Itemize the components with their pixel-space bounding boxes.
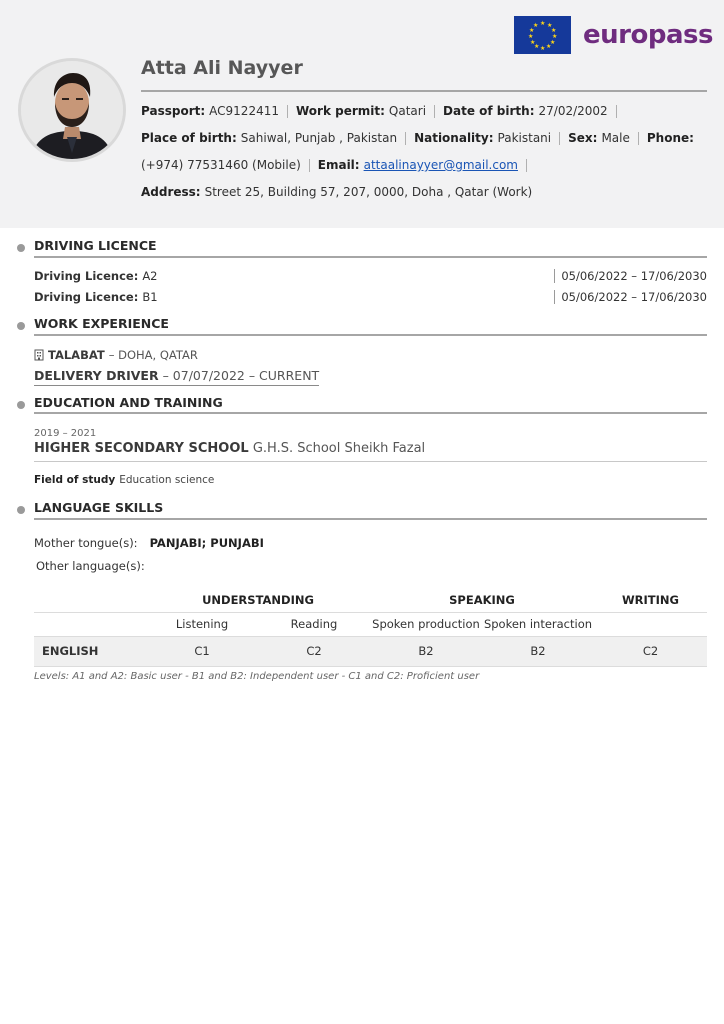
table-row: [34, 636, 707, 666]
header-writing: WRITING: [594, 588, 707, 612]
driving-licence-dates: [554, 269, 707, 283]
work-permit-value: Qatari: [388, 104, 427, 118]
separator: [434, 105, 435, 118]
section-title-languages: LANGUAGE SKILLS: [34, 500, 164, 515]
pob-label: Place of birth:: [141, 131, 237, 145]
header-speaking: SPEAKING: [370, 588, 594, 612]
institution: G.H.S. School Sheikh Fazal: [252, 441, 426, 456]
education-divider: [34, 461, 707, 462]
header: [0, 0, 724, 228]
job-dates: – 07/07/2022 – CURRENT: [162, 368, 320, 383]
driving-licence-dates-text: 05/06/2022 – 17/06/2030: [561, 269, 707, 283]
driving-licence-row: [34, 290, 707, 304]
section-bullet: [17, 322, 25, 330]
phone-value: (+974) 77531460 (Mobile): [141, 158, 301, 172]
separator: [638, 132, 639, 145]
subheader-reading: Reading: [258, 612, 370, 636]
section-divider: [34, 518, 707, 520]
language-table-subheader: [34, 612, 707, 636]
driving-licence-dates: [554, 290, 707, 304]
driving-licence-label: Driving Licence:: [34, 290, 139, 304]
reading-level: C2: [258, 636, 370, 666]
employer-line: [34, 348, 198, 362]
eu-flag-icon: ★ ★ ★ ★ ★ ★ ★ ★ ★ ★ ★ ★: [514, 16, 571, 54]
subheader-spoken-production: Spoken production: [370, 612, 482, 636]
profile-photo: [18, 58, 126, 162]
writing-level: C2: [594, 636, 707, 666]
section-divider: [34, 334, 707, 336]
nationality-value: Pakistani: [497, 131, 552, 145]
passport-value: AC9122411: [209, 104, 279, 118]
section-title-driving: DRIVING LICENCE: [34, 238, 157, 253]
other-languages-label: Other language(s):: [36, 559, 145, 573]
phone-label: Phone:: [646, 131, 694, 145]
sex-value: Male: [601, 131, 630, 145]
qualification: HIGHER SECONDARY SCHOOL: [34, 441, 249, 456]
employer-name: TALABAT: [48, 348, 105, 362]
person-photo-icon: [21, 61, 123, 159]
email-link[interactable]: attaalinayyer@gmail.com: [363, 158, 518, 172]
driving-licence-value: A2: [142, 269, 158, 283]
driving-licence-label: Driving Licence:: [34, 269, 139, 283]
address-value: Street 25, Building 57, 207, 0000, Doha , Qatar (Work): [204, 185, 533, 199]
separator: [309, 159, 310, 172]
subheader-spoken-interaction: Spoken interaction: [482, 612, 594, 636]
name-divider: [141, 90, 707, 92]
spoken-production-level: B2: [370, 636, 482, 666]
job-title: DELIVERY DRIVER: [34, 368, 159, 383]
sex-label: Sex:: [568, 131, 598, 145]
mother-tongue-label: Mother tongue(s):: [34, 536, 138, 550]
empty-cell: [34, 588, 146, 612]
personal-info-line-2: [141, 131, 698, 145]
section-divider: [34, 256, 707, 258]
building-icon: [34, 349, 44, 361]
levels-legend: Levels: A1 and A2: Basic user - B1 and B2: Independent user - C1 and C2: Proficient user: [34, 671, 480, 682]
education-dates: 2019 – 2021: [34, 428, 97, 439]
education-line: [34, 441, 425, 456]
separator: [616, 105, 617, 118]
driving-licence-row: [34, 269, 707, 283]
driving-licence-dates-text: 05/06/2022 – 17/06/2030: [561, 290, 707, 304]
personal-info-line-1: [141, 104, 625, 118]
personal-info-line-4: [141, 185, 532, 199]
section-divider: [34, 412, 707, 414]
pob-value: Sahiwal, Punjab , Pakistan: [240, 131, 398, 145]
subheader-listening: Listening: [146, 612, 258, 636]
listening-level: C1: [146, 636, 258, 666]
header-understanding: UNDERSTANDING: [146, 588, 370, 612]
logo-text: europass: [583, 20, 713, 50]
language-name: ENGLISH: [34, 636, 146, 666]
separator: [526, 159, 527, 172]
language-table-header: [34, 588, 707, 612]
section-title-education: EDUCATION AND TRAINING: [34, 395, 223, 410]
separator: [287, 105, 288, 118]
separator: [559, 132, 560, 145]
address-label: Address:: [141, 185, 201, 199]
mother-tongue-line: [34, 536, 264, 550]
employer-location: – DOHA, QATAR: [108, 348, 198, 362]
empty-cell: [594, 612, 707, 636]
section-title-work: WORK EXPERIENCE: [34, 316, 169, 331]
nationality-label: Nationality:: [414, 131, 494, 145]
section-bullet: [17, 401, 25, 409]
dob-value: 27/02/2002: [538, 104, 608, 118]
field-of-study-value: Education science: [119, 474, 215, 486]
separator: [405, 132, 406, 145]
field-of-study-line: [34, 474, 214, 486]
driving-licence-value: B1: [142, 290, 158, 304]
person-name: Atta Ali Nayyer: [141, 57, 303, 79]
job-title-line: [34, 368, 319, 386]
separator: [554, 290, 555, 304]
mother-tongue-value: PANJABI; PUNJABI: [149, 536, 264, 550]
section-bullet: [17, 244, 25, 252]
email-label: Email:: [317, 158, 360, 172]
section-bullet: [17, 506, 25, 514]
empty-cell: [34, 612, 146, 636]
field-of-study-label: Field of study: [34, 474, 116, 486]
dob-label: Date of birth:: [443, 104, 535, 118]
passport-label: Passport:: [141, 104, 206, 118]
spoken-interaction-level: B2: [482, 636, 594, 666]
separator: [554, 269, 555, 283]
europass-logo[interactable]: [514, 16, 713, 54]
personal-info-line-3: [141, 158, 535, 172]
work-permit-label: Work permit:: [295, 104, 385, 118]
language-table: [34, 588, 707, 667]
